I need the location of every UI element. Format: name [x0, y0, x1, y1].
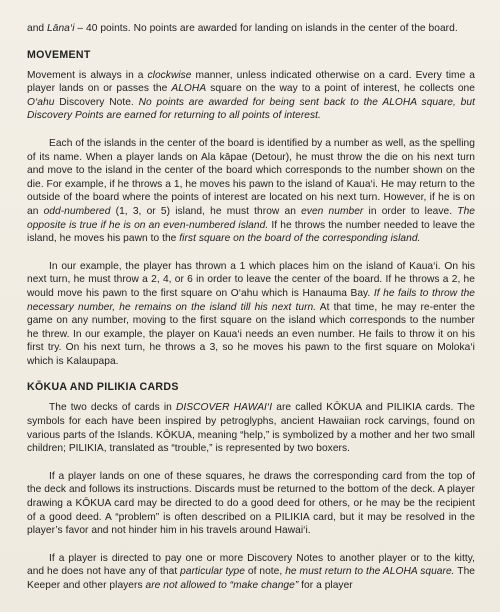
section-heading-movement: MOVEMENT [27, 48, 91, 61]
cards-paragraph-3: If a player is directed to pay one or more Discovery Notes to another player or to the kitty, and he does not have any of that particular type of note, he must return to the ALOHA square. The Keeper and other players are not allowed to “make change” for a player [27, 552, 475, 591]
cards-paragraph-2: If a player lands on one of these squares, he draws the corresponding card from the top of the deck and follows its instructions. Discards must be returned to the bottom of the deck. A player drawing a KŌKUA card may be directed to do a good deed for others, or he may be the recipient of a good deed. A “problem” is often described on a PILIKIA card, but it may be resolved in the player’s favor and not hinder him in his travels around Hawai‘i. [27, 470, 475, 537]
movement-paragraph-2: Each of the islands in the center of the board is identified by a number as well, as the spelling of its name. When a player lands on Ala kāpae (Detour), he must throw the die on his next turn and move to the island in the center of the board which corresponds to the number shown on the die. For example, if he throws a 1, he moves his pawn to the island of Kaua‘i. He may return to the outside of the board where the points of interest are located on his next turn. However, if he is on an odd-numbered (1, 3, or 5) island, he must throw an even number in order to leave. The opposite is true if he is on an even-numbered island. If he throws the number needed to leave the island, he moves his pawn to the first square on the board of the corresponding island. [27, 137, 476, 245]
movement-paragraph-3: In our example, the player has thrown a 1 which places him on the island of Kaua‘i. On his next turn, he must throw a 2, 4, or 6 in order to leave the center of the board. If he throws a 2, he would move his pawn to the first square on O‘ahu which is Hanauma Bay. If he fails to throw the necessary number, he remains on the island till his next turn. At that time, he may re-enter the game on any number, moving to the first square on the island which corresponds to the number he threw. In our example, the player on Kaua‘i needs an even number. He fails to throw it on his first try. On his next turn, he throws a 3, so he moves his pawn to the first square on Moloka‘i which is Kalaupapa. [27, 260, 476, 367]
cards-paragraph-1: The two decks of cards in DISCOVER HAWAI‘I are called KŌKUA and PILIKIA cards. The symbols for each have been inspired by petroglyphs, ancient Hawaiian rock carvings, found on various parts of the Islands. KŌKUA, meaning “help,” is symbolized by a mother and her two small children; PILIKIA, translated as “trouble,” is represented by two boxers. [27, 402, 476, 455]
movement-paragraph-1: Movement is always in a clockwise manner, unless indicated otherwise on a card. Every time a player lands on or passes the ALOHA square on the way to a point of interest, he collects one O‘ahu Discovery Note. No points are awarded for being sent back to the ALOHA square, but Discovery Points are earned for returning to all points of interest. [27, 69, 475, 122]
section-heading-cards: KŌKUA AND PILIKIA CARDS [27, 381, 179, 394]
intro-paragraph: and Lāna‘i – 40 points. No points are awarded for landing on islands in the center of the board. [27, 23, 458, 34]
